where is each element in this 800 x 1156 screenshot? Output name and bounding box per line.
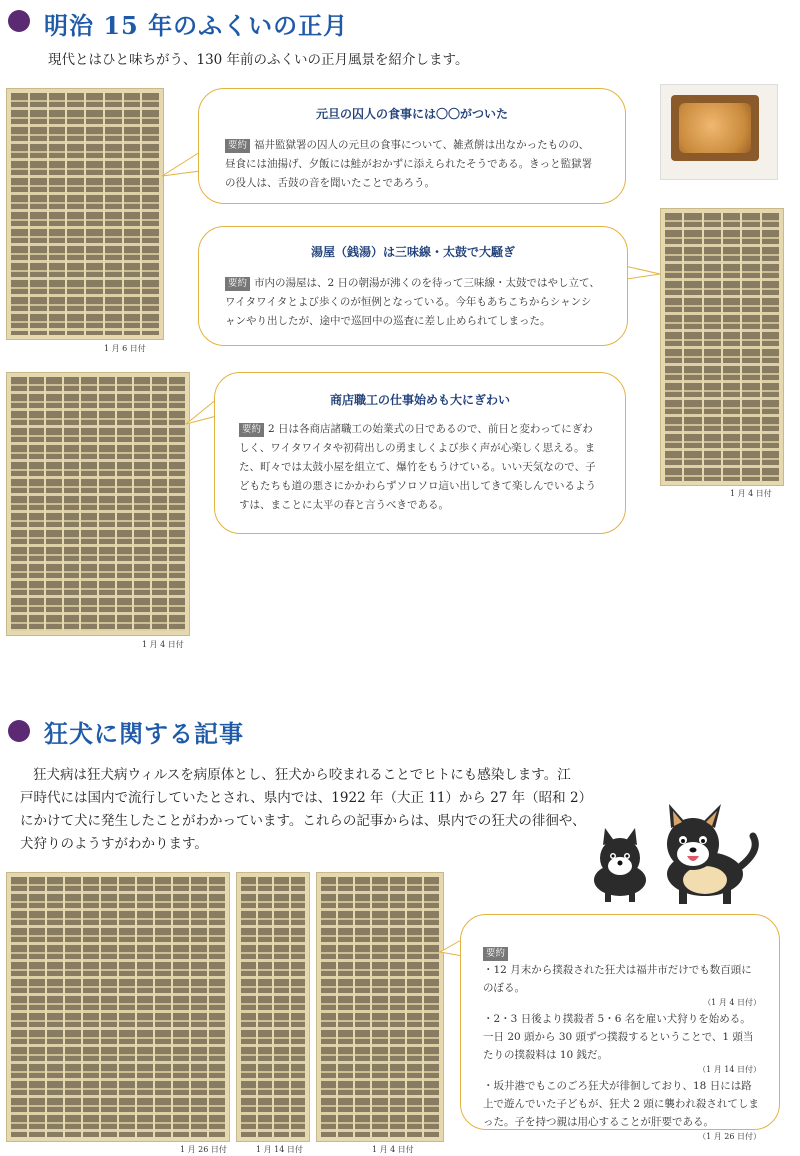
item-date: （1 月 4 日付） xyxy=(703,998,761,1007)
summary-tag: 要約 xyxy=(239,423,264,437)
body-line: にかけて犬に発生したことがわかっています。これらの記事からは、県内での狂犬の徘徊や、 xyxy=(20,813,586,829)
summary-bubble xyxy=(460,914,780,1141)
body-line: 戸時代には国内で流行していたとされ、県内では、1922 年（大正 11）から 27 年（昭和 2） xyxy=(20,790,593,806)
small-dog-icon xyxy=(594,828,646,902)
clipping-date: 1 月 4 日付 xyxy=(730,489,772,498)
section-bullet xyxy=(8,10,30,32)
bubble-text: 市内の湯屋は、2 日の朝湯が沸くのを待って三味線・太鼓ではやし立て、ワイタワイタとよび歩くのが恒例となっている。今年もあちこちからシャンシャンやり出したが、途中で巡回中の巡査に差し止められてしまった。 xyxy=(225,277,600,327)
section-title: 明治 15 年のふくいの正月 xyxy=(44,11,349,40)
newspaper-clipping xyxy=(660,208,784,486)
bubble-text: 2 日は各商店諸職工の始業式の日であるので、前日と変わってにぎわしく、ワイタワイタや初荷出しの勇ましくよび歩く声が心楽しく思える。また、町々では太鼓小屋を組立て、爆竹をもうけている。いい天気なので、子どもたちも道の悪さにかかわらずソロソロ這い出してきて楽しんでいるようすは、まことに太平の春と言うべきである。 xyxy=(239,423,596,511)
summary-bubble xyxy=(214,372,626,534)
summary-tag: 要約 xyxy=(483,947,508,961)
list-item: ・坂井港でもこのごろ狂犬が徘徊しており、18 日には路上で遊んでいた子どもが、狂犬 2 頭に襲われ殺されてしまった。子を持つ親は用心することが肝要である。 xyxy=(483,1080,759,1128)
section-body xyxy=(20,764,630,856)
newspaper-clipping xyxy=(316,872,444,1142)
newspaper-clipping xyxy=(6,88,164,340)
body-line: 狂犬病は狂犬病ウィルスを病原体とし、狂犬から咬まれることでヒトにも感染します。江 xyxy=(33,767,571,783)
list-item: ・2・3 日後より撲殺者 5・6 名を雇い犬狩りを始める。一日 20 頭から 30 頭ずつ撲殺するということで、1 頭当たりの撲殺料は 10 銭だ。 xyxy=(483,1013,754,1061)
clipping-date: 1 月 4 日付 xyxy=(372,1145,414,1154)
section-bullet xyxy=(8,720,30,742)
clipping-date: 1 月 4 日付 xyxy=(142,640,184,649)
clipping-date: 1 月 26 日付 xyxy=(180,1145,227,1154)
item-date: （1 月 26 日付） xyxy=(698,1132,761,1141)
summary-tag: 要約 xyxy=(225,139,250,153)
bubble-title: 元旦の囚人の食事には〇〇がついた xyxy=(315,107,508,121)
summary-tag: 要約 xyxy=(225,277,250,291)
bubble-title: 商店職工の仕事始めも大にぎわい xyxy=(329,393,510,407)
clipping-date: 1 月 6 日付 xyxy=(104,344,146,353)
big-dog-icon xyxy=(667,804,755,904)
item-date: （1 月 14 日付） xyxy=(698,1065,761,1074)
bubble-text: 福井監獄署の囚人の元旦の食事について、雑煮餅は出なかったものの、昼食には油揚げ、夕飯には鮭がおかずに添えられたそうである。きっと監獄署の役人は、舌鼓の音を聞いたことであろう。 xyxy=(225,139,593,189)
dogs-illustration xyxy=(575,800,775,908)
bubble-title: 湯屋（銭湯）は三味線・太鼓で大騒ぎ xyxy=(310,245,515,259)
summary-bubble xyxy=(198,88,626,204)
body-line: 犬狩りのようすがわかります。 xyxy=(20,836,208,852)
clipping-date: 1 月 14 日付 xyxy=(256,1145,303,1154)
mochi-photo xyxy=(660,84,778,180)
list-item: ・12 月末から撲殺された狂犬は福井市だけでも数百頭にのぼる。 xyxy=(483,964,752,994)
newspaper-clipping xyxy=(236,872,310,1142)
section-title: 狂犬に関する記事 xyxy=(44,719,244,748)
summary-bubble xyxy=(198,226,628,346)
newspaper-clipping xyxy=(6,872,230,1142)
section-lead: 現代とはひと味ちがう、130 年前のふくいの正月風景を紹介します。 xyxy=(48,52,469,68)
newspaper-clipping xyxy=(6,372,190,636)
